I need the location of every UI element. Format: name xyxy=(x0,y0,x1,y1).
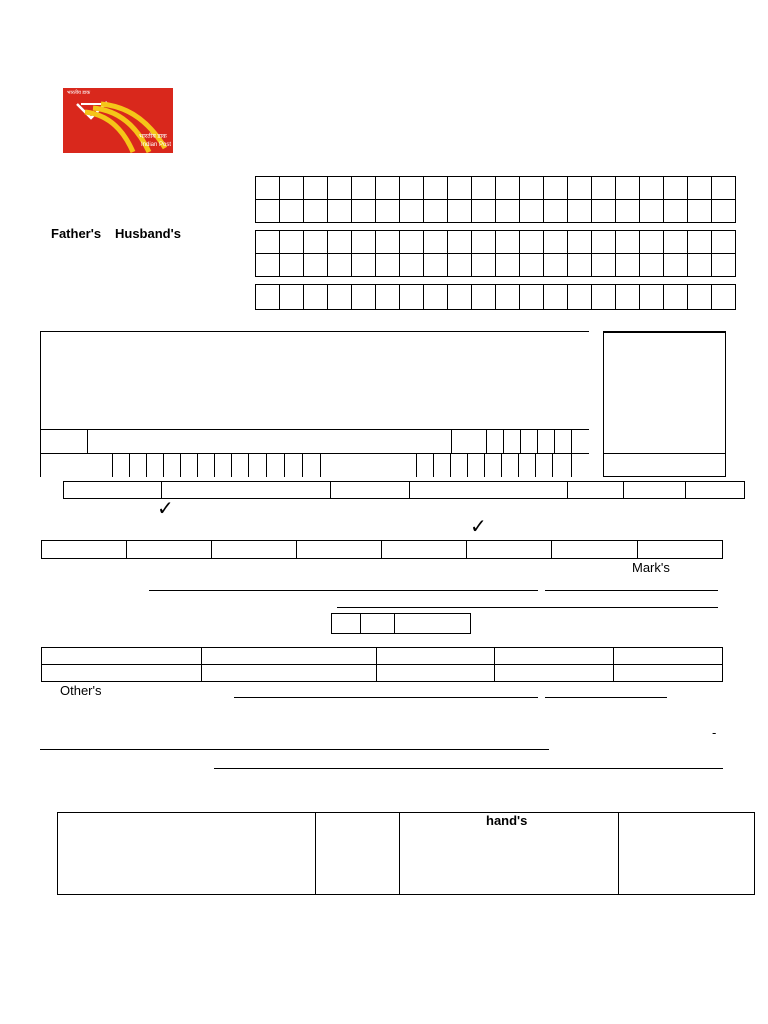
phone-cell-divider xyxy=(518,453,519,477)
char-cell[interactable] xyxy=(567,284,592,310)
char-cell[interactable] xyxy=(639,199,664,223)
char-cell[interactable] xyxy=(423,284,448,310)
details-field-cell[interactable] xyxy=(161,481,331,499)
option-boxes-row[interactable] xyxy=(41,540,722,559)
char-cell[interactable] xyxy=(495,230,520,254)
char-cell[interactable] xyxy=(255,199,280,223)
phone-cell-divider xyxy=(112,453,113,477)
char-cell[interactable] xyxy=(399,199,424,223)
signature-table xyxy=(57,812,755,895)
char-cell[interactable] xyxy=(471,199,496,223)
char-cell[interactable] xyxy=(519,199,544,223)
pin-cell-divider xyxy=(520,429,521,453)
char-cell[interactable] xyxy=(543,253,568,277)
option-box[interactable] xyxy=(126,540,212,559)
signature-table-divider xyxy=(399,812,400,895)
char-cell[interactable] xyxy=(447,284,472,310)
char-cell[interactable] xyxy=(543,284,568,310)
char-cell[interactable] xyxy=(519,176,544,200)
char-cell[interactable] xyxy=(351,199,376,223)
option-box[interactable] xyxy=(211,540,297,559)
details-field-cell[interactable] xyxy=(330,481,410,499)
pin-cell-divider xyxy=(537,429,538,453)
char-cell[interactable] xyxy=(663,199,688,223)
char-cell[interactable] xyxy=(591,176,616,200)
marks-label: Mark's xyxy=(632,560,670,575)
char-cell[interactable] xyxy=(711,199,736,223)
details-table-row-divider xyxy=(41,664,723,665)
photo-box[interactable] xyxy=(603,331,726,477)
char-cell[interactable] xyxy=(351,253,376,277)
char-cell[interactable] xyxy=(447,253,472,277)
char-cell[interactable] xyxy=(519,284,544,310)
char-cell[interactable] xyxy=(471,230,496,254)
option-box[interactable] xyxy=(637,540,723,559)
phone-cell-divider xyxy=(197,453,198,477)
father-husband-char-grid-row-1[interactable] xyxy=(255,230,735,254)
char-cell[interactable] xyxy=(351,176,376,200)
others-label: Other's xyxy=(60,683,102,698)
signature-table-divider xyxy=(315,812,316,895)
char-cell[interactable] xyxy=(279,176,304,200)
phone-cell-divider xyxy=(501,453,502,477)
char-cell[interactable] xyxy=(615,253,640,277)
phone-cell-divider xyxy=(129,453,130,477)
char-cell[interactable] xyxy=(447,176,472,200)
char-cell[interactable] xyxy=(663,253,688,277)
address-mid-line xyxy=(40,429,589,430)
char-cell[interactable] xyxy=(687,253,712,277)
pin-cell-divider xyxy=(571,429,572,453)
phone-cell-divider xyxy=(284,453,285,477)
char-cell[interactable] xyxy=(423,253,448,277)
char-cell[interactable] xyxy=(255,253,280,277)
phone-cell-divider xyxy=(180,453,181,477)
details-field-cell[interactable] xyxy=(567,481,624,499)
char-cell[interactable] xyxy=(663,176,688,200)
char-cell[interactable] xyxy=(567,230,592,254)
char-cell[interactable] xyxy=(375,176,400,200)
char-cell[interactable] xyxy=(711,230,736,254)
logo-english-text: Indian Post xyxy=(141,142,172,148)
char-cell[interactable] xyxy=(399,253,424,277)
char-cell[interactable] xyxy=(711,253,736,277)
char-cell[interactable] xyxy=(615,176,640,200)
address-divider xyxy=(87,429,88,453)
char-cell[interactable] xyxy=(543,230,568,254)
char-cell[interactable] xyxy=(567,176,592,200)
dash-text: - xyxy=(712,725,717,740)
char-cell[interactable] xyxy=(303,253,328,277)
logo-hindi-text: भारतीय डाक xyxy=(67,90,91,96)
phone-cell-divider xyxy=(163,453,164,477)
pin-cell-divider xyxy=(503,429,504,453)
char-cell[interactable] xyxy=(351,284,376,310)
char-cell[interactable] xyxy=(327,176,352,200)
marks-line[interactable] xyxy=(545,590,718,591)
phone-cell-divider xyxy=(535,453,536,477)
details-field-cell[interactable] xyxy=(623,481,686,499)
char-cell[interactable] xyxy=(519,253,544,277)
char-cell[interactable] xyxy=(471,284,496,310)
option-box[interactable] xyxy=(296,540,382,559)
char-cell[interactable] xyxy=(399,230,424,254)
char-cell[interactable] xyxy=(303,199,328,223)
char-cell[interactable] xyxy=(279,230,304,254)
fill-line-2[interactable] xyxy=(40,749,549,750)
char-cell[interactable] xyxy=(639,284,664,310)
char-cell[interactable] xyxy=(471,253,496,277)
phone-cell-divider xyxy=(484,453,485,477)
char-cell[interactable] xyxy=(375,230,400,254)
phone-cell-divider xyxy=(571,453,572,477)
fill-line-3[interactable] xyxy=(214,768,723,769)
checkmark-icon: ✓ xyxy=(470,516,487,538)
name-char-grid-row-2[interactable] xyxy=(255,199,735,223)
india-post-logo xyxy=(63,88,173,153)
char-cell[interactable] xyxy=(495,176,520,200)
char-cell[interactable] xyxy=(591,284,616,310)
char-cell[interactable] xyxy=(447,230,472,254)
char-cell[interactable] xyxy=(375,284,400,310)
phone-cell-divider xyxy=(552,453,553,477)
option-box[interactable] xyxy=(466,540,552,559)
phone-cell-divider xyxy=(467,453,468,477)
char-cell[interactable] xyxy=(423,176,448,200)
husbands-label: Husband's xyxy=(115,226,181,241)
char-cell[interactable] xyxy=(447,199,472,223)
char-cell[interactable] xyxy=(303,284,328,310)
others-line-2[interactable] xyxy=(545,697,667,698)
char-cell[interactable] xyxy=(279,284,304,310)
char-cell[interactable] xyxy=(279,199,304,223)
others-line[interactable] xyxy=(234,697,538,698)
char-cell[interactable] xyxy=(687,284,712,310)
photo-box-divider xyxy=(603,453,726,454)
fathers-label: Father's xyxy=(51,226,102,241)
char-cell[interactable] xyxy=(495,284,520,310)
signature-table-divider xyxy=(618,812,619,895)
phone-cell-divider xyxy=(146,453,147,477)
table-column-divider xyxy=(376,647,377,682)
phone-cell-divider xyxy=(416,453,417,477)
char-cell[interactable] xyxy=(471,176,496,200)
fill-line[interactable] xyxy=(337,607,718,608)
phone-cell-divider xyxy=(320,453,321,477)
char-cell[interactable] xyxy=(567,253,592,277)
phone-cell-divider xyxy=(266,453,267,477)
date-box[interactable] xyxy=(331,613,361,634)
char-cell[interactable] xyxy=(663,284,688,310)
option-box[interactable] xyxy=(41,540,127,559)
name-char-grid-row-1[interactable] xyxy=(255,176,735,200)
option-box[interactable] xyxy=(381,540,467,559)
char-cell[interactable] xyxy=(687,230,712,254)
char-cell[interactable] xyxy=(591,199,616,223)
phone-cell-divider xyxy=(214,453,215,477)
char-cell[interactable] xyxy=(303,176,328,200)
char-cell[interactable] xyxy=(327,230,352,254)
table-column-divider xyxy=(613,647,614,682)
char-cell[interactable] xyxy=(375,253,400,277)
char-cell[interactable] xyxy=(327,253,352,277)
char-cell[interactable] xyxy=(423,230,448,254)
char-grid-row-3[interactable] xyxy=(255,284,735,310)
phone-cell-divider xyxy=(450,453,451,477)
char-cell[interactable] xyxy=(615,230,640,254)
date-box[interactable] xyxy=(394,613,471,634)
details-field-row[interactable] xyxy=(63,481,744,499)
char-cell[interactable] xyxy=(639,230,664,254)
char-cell[interactable] xyxy=(591,253,616,277)
details-field-cell[interactable] xyxy=(685,481,745,499)
char-cell[interactable] xyxy=(591,230,616,254)
char-cell[interactable] xyxy=(615,284,640,310)
father-husband-char-grid-row-2[interactable] xyxy=(255,253,735,277)
char-cell[interactable] xyxy=(639,253,664,277)
address-divider xyxy=(451,429,452,453)
char-cell[interactable] xyxy=(543,199,568,223)
char-cell[interactable] xyxy=(495,253,520,277)
signature-line[interactable] xyxy=(149,590,538,591)
char-cell[interactable] xyxy=(279,253,304,277)
char-cell[interactable] xyxy=(519,230,544,254)
details-divider xyxy=(161,481,162,499)
char-cell[interactable] xyxy=(711,176,736,200)
details-field-cell[interactable] xyxy=(63,481,162,499)
char-cell[interactable] xyxy=(255,284,280,310)
char-cell[interactable] xyxy=(399,176,424,200)
address-lower-line xyxy=(40,453,589,454)
char-cell[interactable] xyxy=(327,284,352,310)
char-cell[interactable] xyxy=(567,199,592,223)
char-cell[interactable] xyxy=(375,199,400,223)
char-cell[interactable] xyxy=(687,199,712,223)
date-box[interactable] xyxy=(360,613,395,634)
char-cell[interactable] xyxy=(327,199,352,223)
char-cell[interactable] xyxy=(303,230,328,254)
address-left-line xyxy=(40,331,41,477)
logo-hindi-small-text: भारतीय डाक xyxy=(139,134,167,140)
phone-cell-divider xyxy=(248,453,249,477)
option-box[interactable] xyxy=(551,540,638,559)
char-cell[interactable] xyxy=(495,199,520,223)
char-cell[interactable] xyxy=(543,176,568,200)
details-field-cell[interactable] xyxy=(409,481,568,499)
pin-cell-divider xyxy=(486,429,487,453)
table-column-divider xyxy=(201,647,202,682)
pin-cell-divider xyxy=(554,429,555,453)
char-cell[interactable] xyxy=(255,230,280,254)
char-cell[interactable] xyxy=(639,176,664,200)
char-cell[interactable] xyxy=(615,199,640,223)
phone-cell-divider xyxy=(433,453,434,477)
char-cell[interactable] xyxy=(399,284,424,310)
address-top-line xyxy=(40,331,589,332)
phone-cell-divider xyxy=(231,453,232,477)
checkmark-icon: ✓ xyxy=(157,498,174,520)
date-boxes[interactable] xyxy=(331,613,470,634)
char-cell[interactable] xyxy=(255,176,280,200)
char-cell[interactable] xyxy=(351,230,376,254)
char-cell[interactable] xyxy=(663,230,688,254)
phone-cell-divider xyxy=(302,453,303,477)
table-column-divider xyxy=(494,647,495,682)
char-cell[interactable] xyxy=(423,199,448,223)
char-cell[interactable] xyxy=(687,176,712,200)
hands-label: hand's xyxy=(486,813,528,828)
char-cell[interactable] xyxy=(711,284,736,310)
